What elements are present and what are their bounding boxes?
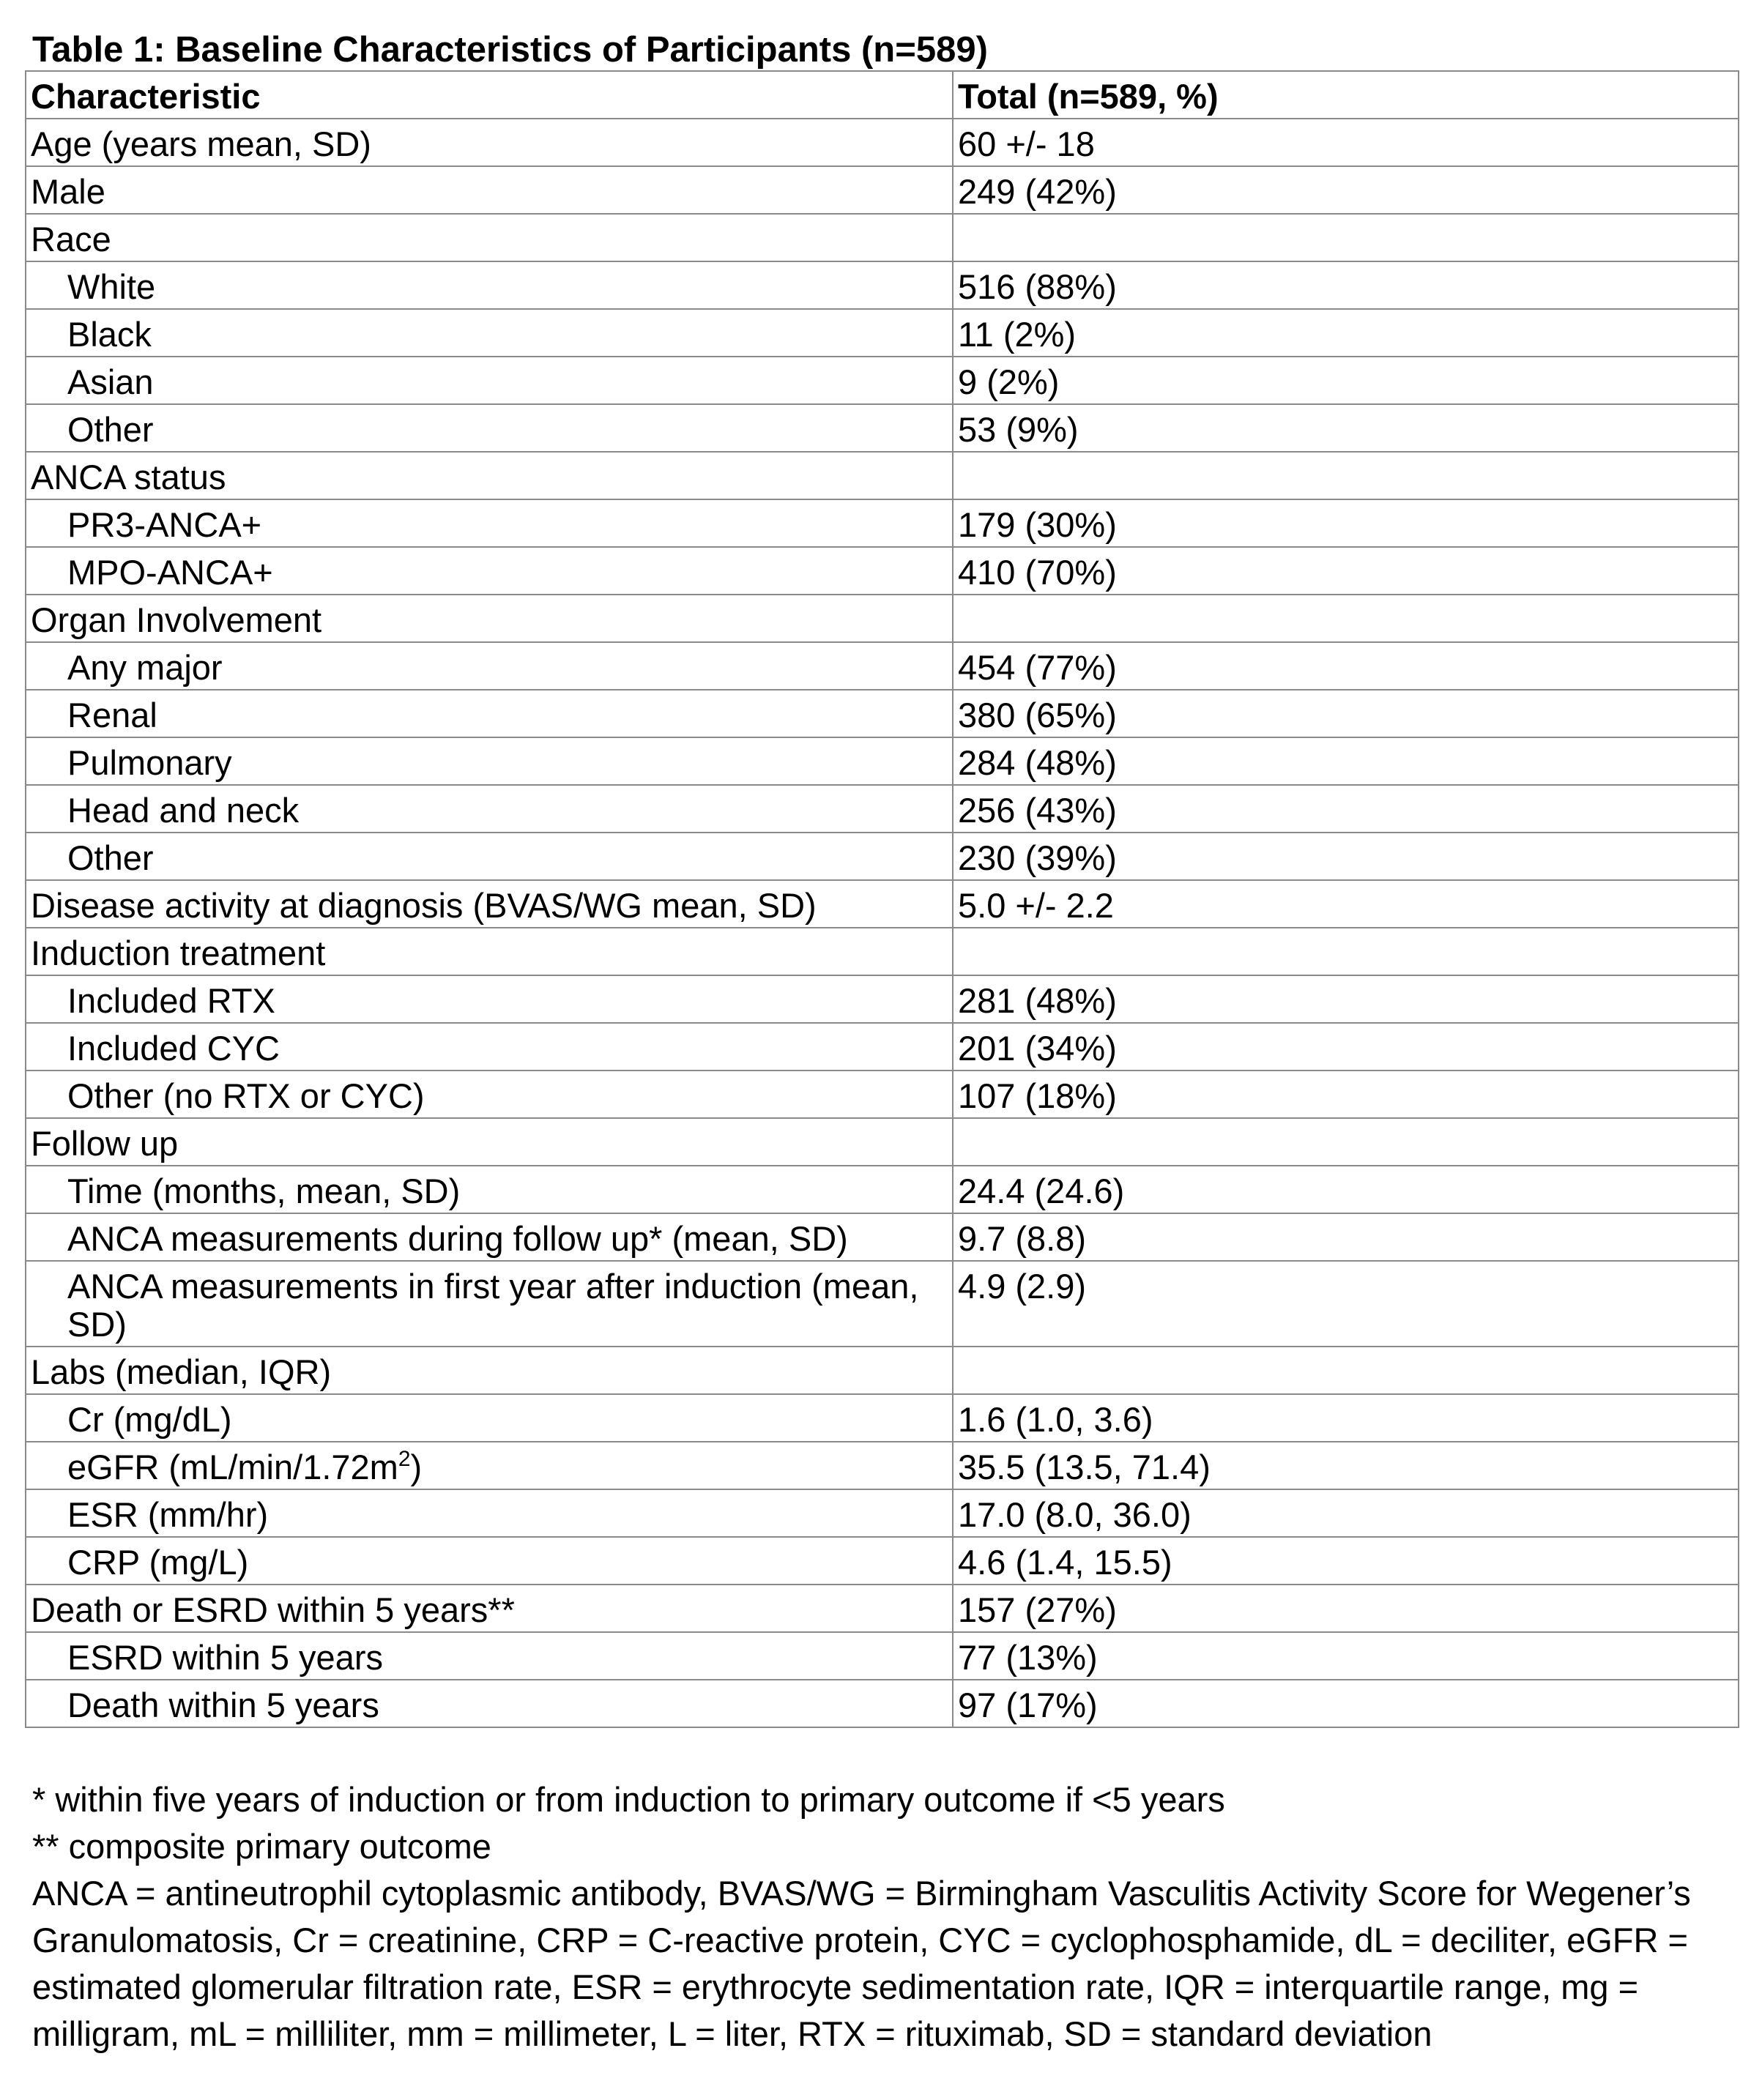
row-label: Renal xyxy=(26,690,953,737)
row-label: ESRD within 5 years xyxy=(26,1632,953,1680)
header-total: Total (n=589, %) xyxy=(953,71,1739,119)
row-value: 4.6 (1.4, 15.5) xyxy=(953,1537,1739,1585)
table-row xyxy=(26,880,1739,928)
table-row xyxy=(26,1394,1739,1442)
table-row xyxy=(26,1071,1739,1118)
table-row xyxy=(26,1347,1739,1394)
row-label: Any major xyxy=(26,642,953,690)
row-value: 4.9 (2.9) xyxy=(953,1261,1739,1347)
row-value: 17.0 (8.0, 36.0) xyxy=(953,1489,1739,1537)
row-value: 24.4 (24.6) xyxy=(953,1166,1739,1213)
row-value xyxy=(953,928,1739,975)
row-label: Time (months, mean, SD) xyxy=(26,1166,953,1213)
row-label: Other xyxy=(26,833,953,880)
table-row xyxy=(26,928,1739,975)
row-value: 157 (27%) xyxy=(953,1585,1739,1632)
table-row xyxy=(26,1118,1739,1166)
footnote-abbreviations: ANCA = antineutrophil cytoplasmic antibody, BVAS/WG = Birmingham Vasculitis Activity Score for Wegener’s Granulomatosis, Cr = creatinine, CRP = C-reactive protein, CYC = cyclophosphamide, dL = deciliter, eGFR = estimated glomerular filtration rate, ESR = erythrocyte sedimentation rate, IQR = interquartile range, mg = milligram, mL = milliliter, mm = millimeter, L = liter, RTX = rituximab, SD = standard deviation xyxy=(32,1874,1691,2053)
table-row xyxy=(26,1632,1739,1680)
row-label: Asian xyxy=(26,357,953,404)
table-row xyxy=(26,785,1739,833)
row-value: 107 (18%) xyxy=(953,1071,1739,1118)
row-label: ESR (mm/hr) xyxy=(26,1489,953,1537)
row-label: Included RTX xyxy=(26,975,953,1023)
row-label: Included CYC xyxy=(26,1023,953,1071)
table-row xyxy=(26,547,1739,595)
row-label: Head and neck xyxy=(26,785,953,833)
table-title: Table 1: Baseline Characteristics of Participants (n=589) xyxy=(32,30,988,70)
table-row xyxy=(26,737,1739,785)
table-row xyxy=(26,690,1739,737)
table-row xyxy=(26,1537,1739,1585)
row-value: 284 (48%) xyxy=(953,737,1739,785)
row-value xyxy=(953,1347,1739,1394)
row-value: 35.5 (13.5, 71.4) xyxy=(953,1442,1739,1489)
row-label: Death or ESRD within 5 years** xyxy=(26,1585,953,1632)
row-value: 9 (2%) xyxy=(953,357,1739,404)
row-value: 77 (13%) xyxy=(953,1632,1739,1680)
row-label: Other (no RTX or CYC) xyxy=(26,1071,953,1118)
row-label: Race xyxy=(26,214,953,261)
table-row xyxy=(26,166,1739,214)
row-label-text: eGFR (mL/min/1.72m xyxy=(67,1448,398,1486)
table-row xyxy=(26,642,1739,690)
row-label-superscript: 2 xyxy=(398,1447,411,1471)
row-label: Death within 5 years xyxy=(26,1680,953,1727)
table-row xyxy=(26,499,1739,547)
row-label: Induction treatment xyxy=(26,928,953,975)
row-value xyxy=(953,214,1739,261)
table-row xyxy=(26,1680,1739,1727)
table-row xyxy=(26,452,1739,499)
row-label: Age (years mean, SD) xyxy=(26,119,953,166)
table-row xyxy=(26,833,1739,880)
row-label: Organ Involvement xyxy=(26,595,953,642)
row-label-text-end: ) xyxy=(410,1448,423,1486)
row-label: Cr (mg/dL) xyxy=(26,1394,953,1442)
row-value: 454 (77%) xyxy=(953,642,1739,690)
row-label: CRP (mg/L) xyxy=(26,1537,953,1585)
table-row xyxy=(26,119,1739,166)
row-value: 53 (9%) xyxy=(953,404,1739,452)
row-value: 5.0 +/- 2.2 xyxy=(953,880,1739,928)
row-label: ANCA measurements in first year after induction (mean, SD) xyxy=(26,1261,953,1347)
table-row xyxy=(26,1023,1739,1071)
table-row xyxy=(26,214,1739,261)
row-value: 281 (48%) xyxy=(953,975,1739,1023)
row-value: 230 (39%) xyxy=(953,833,1739,880)
row-label: ANCA measurements during follow up* (mean, SD) xyxy=(26,1213,953,1261)
table-header-row xyxy=(26,71,1739,119)
row-value: 249 (42%) xyxy=(953,166,1739,214)
row-value: 179 (30%) xyxy=(953,499,1739,547)
row-value: 60 +/- 18 xyxy=(953,119,1739,166)
row-label xyxy=(26,1442,953,1489)
row-label: ANCA status xyxy=(26,452,953,499)
table-row xyxy=(26,595,1739,642)
row-value: 380 (65%) xyxy=(953,690,1739,737)
row-label: Labs (median, IQR) xyxy=(26,1347,953,1394)
row-value: 1.6 (1.0, 3.6) xyxy=(953,1394,1739,1442)
table-row xyxy=(26,975,1739,1023)
row-label: MPO-ANCA+ xyxy=(26,547,953,595)
row-value xyxy=(953,452,1739,499)
row-value: 516 (88%) xyxy=(953,261,1739,309)
row-label: Black xyxy=(26,309,953,357)
table-row xyxy=(26,1489,1739,1537)
table-row xyxy=(26,1442,1739,1489)
table-footnotes xyxy=(32,1776,1739,2058)
row-value: 97 (17%) xyxy=(953,1680,1739,1727)
table-row xyxy=(26,261,1739,309)
table-row xyxy=(26,357,1739,404)
row-value: 256 (43%) xyxy=(953,785,1739,833)
row-value xyxy=(953,1118,1739,1166)
row-value: 201 (34%) xyxy=(953,1023,1739,1071)
row-label: White xyxy=(26,261,953,309)
table-row xyxy=(26,404,1739,452)
footnote-single-asterisk: * within five years of induction or from induction to primary outcome if <5 years xyxy=(32,1780,1225,1819)
row-label: Pulmonary xyxy=(26,737,953,785)
row-value: 410 (70%) xyxy=(953,547,1739,595)
row-label: Follow up xyxy=(26,1118,953,1166)
table-row xyxy=(26,1261,1739,1347)
row-label: Male xyxy=(26,166,953,214)
table-row xyxy=(26,1166,1739,1213)
table-row xyxy=(26,1585,1739,1632)
footnote-double-asterisk: ** composite primary outcome xyxy=(32,1827,491,1866)
row-label: Other xyxy=(26,404,953,452)
table-row xyxy=(26,309,1739,357)
baseline-characteristics-table xyxy=(25,70,1739,1728)
row-value: 11 (2%) xyxy=(953,309,1739,357)
row-value xyxy=(953,595,1739,642)
table-row xyxy=(26,1213,1739,1261)
row-label: PR3-ANCA+ xyxy=(26,499,953,547)
header-characteristic: Characteristic xyxy=(26,71,953,119)
row-label: Disease activity at diagnosis (BVAS/WG mean, SD) xyxy=(26,880,953,928)
row-value: 9.7 (8.8) xyxy=(953,1213,1739,1261)
